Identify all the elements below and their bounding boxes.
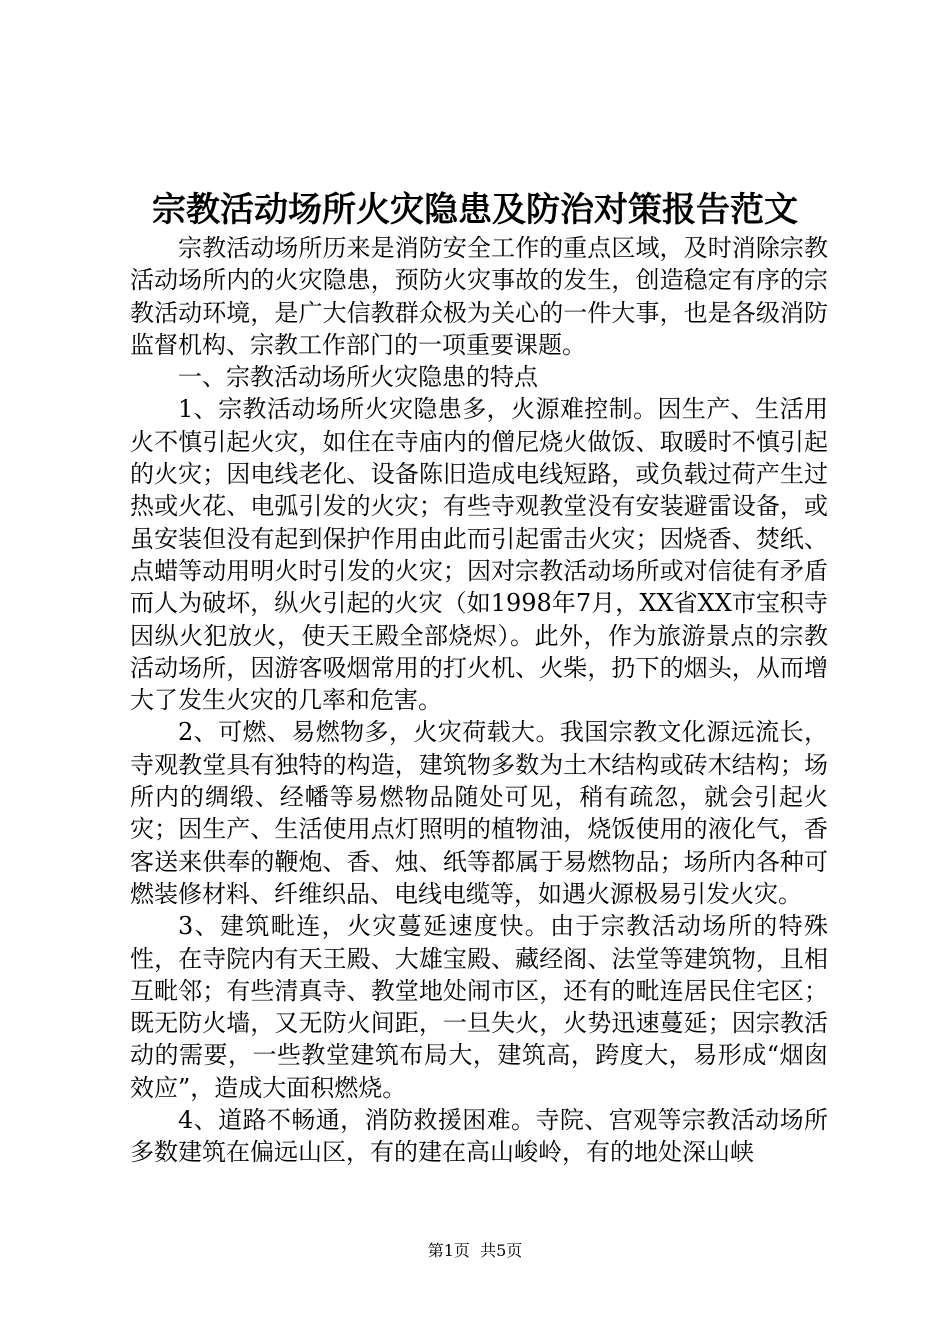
paragraph-point-2: 2、可燃、易燃物多，火灾荷载大。我国宗教文化源远流长，寺观教堂具有独特的构造，建筑物多数为土木结构或砖木结构；场所内的绸缎、经幡等易燃物品随处可见，稍有疏忽，就会引起火灾；因生产、生活使用点灯照明的植物油，烧饭使用的液化气，香客送来供奉的鞭炮、香、烛、纸等都属于易燃物品；场所内各种可燃装修材料、纤维织品、电线电缆等，如遇火源极易引发火灾。: [130, 718, 828, 908]
page-number: 第1页: [427, 1241, 470, 1260]
paragraph-point-1: 1、宗教活动场所火灾隐患多，火源难控制。因生产、生活用火不慎引起火灾，如住在寺庙内的僧尼烧火做饭、取暖时不慎引起的火灾；因电线老化、设备陈旧造成电线短路，或负载过荷产生过热或火花、电弧引发的火灾；有些寺观教堂没有安装避雷设备，或虽安装但没有起到保护作用由此而引起雷击火灾；因烧香、焚纸、点蜡等动用明火时引发的火灾；因对宗教活动场所或对信徒有矛盾而人为破坏，纵火引起的火灾（如1998年7月，XX省XX市宝积寺因纵火犯放火，使天王殿全部烧烬）。此外，作为旅游景点的宗教活动场所，因游客吸烟常用的打火机、火柴，扔下的烟头，从而增大了发生火灾的几率和危害。: [130, 395, 828, 715]
page-footer: [0, 1240, 950, 1262]
paragraph-intro: 宗教活动场所历来是消防安全工作的重点区域，及时消除宗教活动场所内的火灾隐患，预防火灾事故的发生，创造稳定有序的宗教活动环境，是广大信教群众极为关心的一件大事，也是各级消防监督机构、宗教工作部门的一项重要课题。: [130, 234, 828, 359]
section-heading: 一、宗教活动场所火灾隐患的特点: [178, 363, 538, 392]
paragraph-point-4: 4、道路不畅通，消防救援困难。寺院、宫观等宗教活动场所多数建筑在偏远山区，有的建在高山峻岭，有的地处深山峡: [130, 1106, 828, 1167]
document-body: [130, 232, 828, 1169]
paragraph-point-3: 3、建筑毗连，火灾蔓延速度快。由于宗教活动场所的特殊性，在寺院内有天王殿、大雄宝殿、藏经阁、法堂等建筑物，且相互毗邻；有些清真寺、教堂地处闹市区，还有的毗连居民住宅区；既无防火墙，又无防火间距，一旦失火，火势迅速蔓延；因宗教活动的需要，一些教堂建筑布局大，建筑高，跨度大，易形成“烟囱效应”，造成大面积燃烧。: [130, 912, 828, 1102]
page-total: 共5页: [480, 1241, 523, 1260]
page-title: 宗教活动场所火灾隐患及防治对策报告范文: [152, 190, 798, 230]
